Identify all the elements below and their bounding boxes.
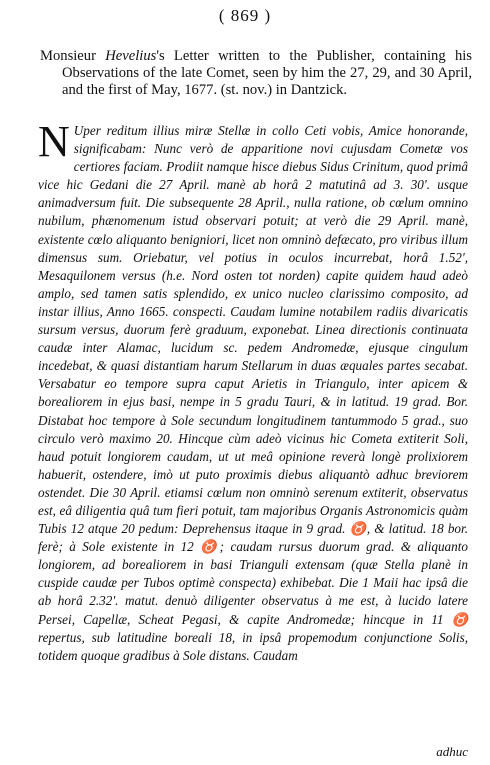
letter-title xyxy=(40,48,472,99)
title-paragraph xyxy=(40,48,472,99)
title-rest: 's Letter written to the Publisher, containing his Observations of the late Comet, seen by him the 27, 29, and 30 April, and the first of May, 1677. (st. nov.) in Dantzick. xyxy=(62,48,472,98)
title-name: Hevelius xyxy=(105,48,157,64)
letter-body xyxy=(38,117,468,665)
drop-cap: N xyxy=(38,117,70,166)
body-text: Uper reditum illius miræ Stellæ in collo Ceti vobis, Amice honorande, significabam: Nunc verò de apparitione novi cujusdam Cometæ vos certiores faciam. Prodiit namque hisce diebus Sidus Crinitum, quod primâ vice hic Gedani die 27 April. manè ab horâ 2 matutinâ ad 3. 30'. usque animadversum fuit. Die subsequente 28 April., nulla ratione, ob cœlum omnino nubilum, phænomenum istud observari potuit; at verò die 29 April. manè, existente cœlo aliquanto benigniori, licet non omninò defæcato, pro viribus illum dimensus sum. Oriebatur, vel potius in oculos incurrebat, horâ 1.52', Mesaquilonem versus (h.e. Nord osten tot norden) capite quidem haud adeò amplo, sed tamen satis splendido, ex unico nucleo clarissimo composito, ad instar illius, Anno 1665. conspecti. Caudam lumine notabilem radiis divaricatis sursum versus, duorum ferè graduum, exponebat. Linea directionis continuata caudæ inter Alamac, lucidum sc. pedem Andromedæ, ejusque cingulum incedebat, & quasi distantiam harum Stellarum in duas æquales partes secabat. Versabatur eo tempore supra caput Arietis in Triangulo, inter apicem & borealiorem in ejus basi, nempe in 5 gradu Tauri, & in latitud. 19 grad. Bor. Distabat hoc tempore à Sole secundum longitudinem tantummodo 5 grad., suo circulo verò maximo 20. Hincque cùm adeò vicinus hic Cometa extiterit Soli, haud potuit longiorem caudam, ut ut meâ opinione reverà longè prolixiorem habuerit, ostendere, imò ut puto proximis diebus aliquantò adhuc breviorem ostendet. Die 30 April. etiamsi cœlum non omninò serenum extiterit, observatus est, eâ diligentia quâ tum fieri potuit, tam majoribus Organis Astronomicis quàm Tubis 12 atque 20 pedum: Deprehensus itaque in 9 grad. ♉, & latitud. 18 bor. ferè; à Sole existente in 12 ♉; caudam rursus duorum grad. & aliquanto longiorem, ad borealiorem in basi Trianguli extensam (quæ Stella planè in cuspide caudæ per Tubos optimè conspecta) exhibebat. Die 1 Maii hac ipsâ die ab horâ 2.32'. matut. denuò diligenter observatus à me est, à lucido latere Persei, Capellæ, Scheat Pegasi, & capite Andromedæ; hincque in 11 ♉ repertus, sub latitudine boreali 18, in ipsâ propemodum conjunctione Solis, totidem quoque gradibus à Sole distans. Caudam xyxy=(38,123,468,663)
title-prefix: Monsieur xyxy=(40,48,106,64)
page-number: ( 869 ) xyxy=(218,6,272,25)
catchword: adhuc xyxy=(436,744,468,759)
